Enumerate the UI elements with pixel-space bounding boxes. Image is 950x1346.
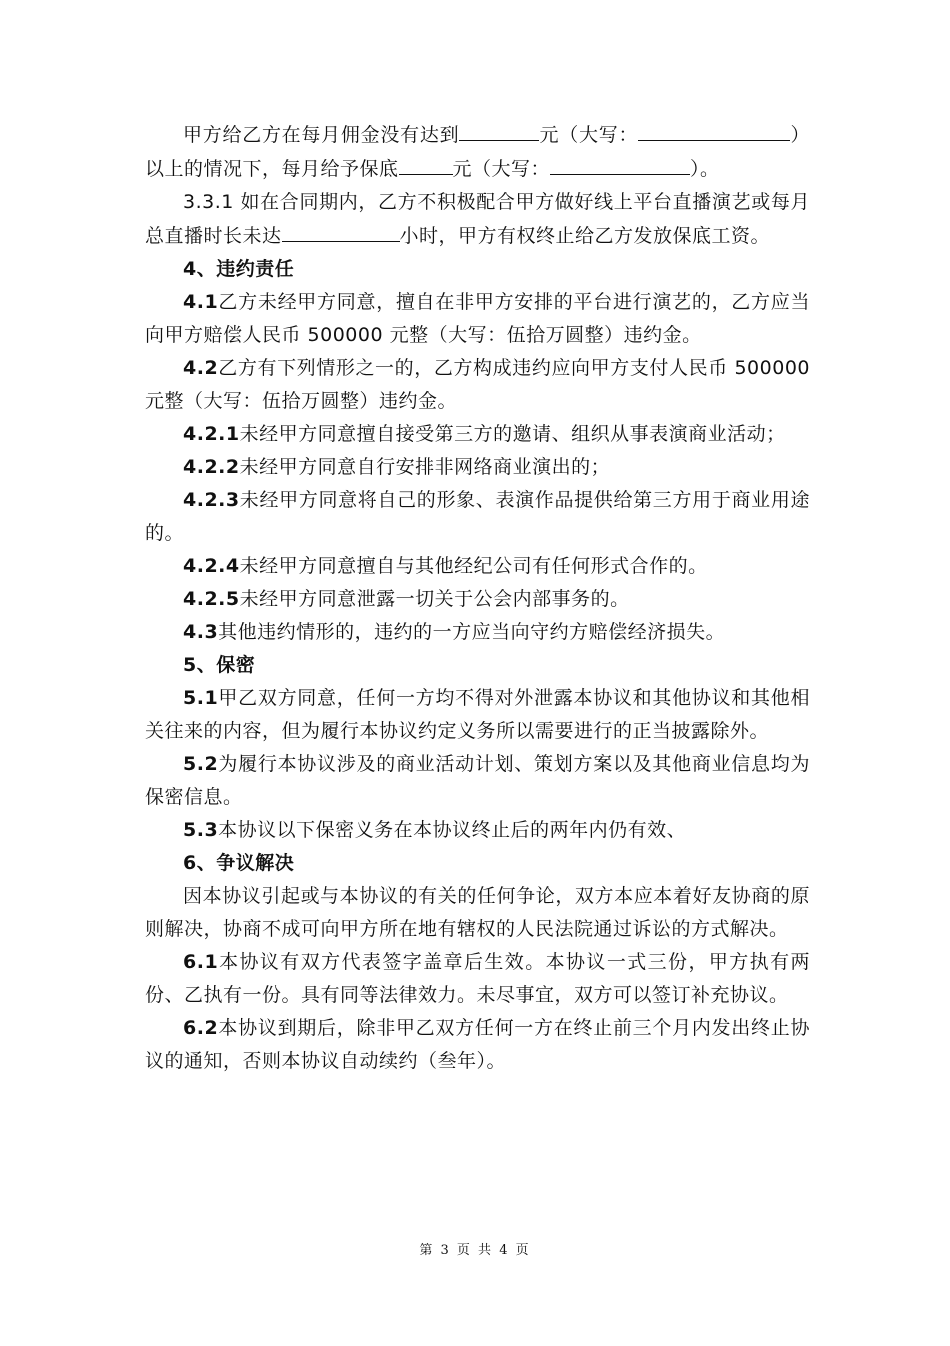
blank-guarantee-uppercase <box>550 152 690 175</box>
paragraph-5-1: 5.1甲乙双方同意，任何一方均不得对外泄露本协议和其他协议和其他相关往来的内容，但为履行本协议约定义务所以需要进行的正当披露除外。 <box>145 687 810 742</box>
paragraph-4-2-2: 4.2.2未经甲方同意自行安排非网络商业演出的； <box>183 456 611 478</box>
paragraph-4-3: 4.3其他违约情形的，违约的一方应当向守约方赔偿经济损失。 <box>183 621 726 643</box>
page-number-footer: 第 3 页 共 4 页 <box>419 1243 531 1258</box>
paragraph-3-3-1: 3.3.1 如在合同期内，乙方不积极配合甲方做好线上平台直播演艺或每月总直播时长未达 小时，甲方有权终止给乙方发放保底工资。 <box>145 191 810 247</box>
blank-commission-uppercase <box>638 118 790 141</box>
paragraph-minimum-commission: 甲方给乙方在每月佣金没有达到 元（大写： ）以上的情况下，每月给予保底 元（大写： ）。 <box>145 118 810 186</box>
paragraph-4-2: 4.2乙方有下列情形之一的，乙方构成违约应向甲方支付人民币 500000 元整（大写：伍拾万圆整）违约金。 <box>145 357 810 412</box>
paragraph-4-1: 4.1乙方未经甲方同意，擅自在非甲方安排的平台进行演艺的，乙方应当向甲方赔偿人民币 500000 元整（大写：伍拾万圆整）违约金。 <box>145 291 810 346</box>
blank-guarantee-amount <box>399 152 453 175</box>
paragraph-6-intro: 因本协议引起或与本协议的有关的任何争论，双方本应本着好友协商的原则解决，协商不成可向甲方所在地有辖权的人民法院通过诉讼的方式解决。 <box>145 885 810 940</box>
paragraph-5-3: 5.3本协议以下保密义务在本协议终止后的两年内仍有效、 <box>183 819 687 841</box>
heading-breach-liability: 4、违约责任 <box>183 258 295 280</box>
paragraph-4-2-3: 4.2.3未经甲方同意将自己的形象、表演作品提供给第三方用于商业用途的。 <box>145 489 810 544</box>
paragraph-4-2-4: 4.2.4未经甲方同意擅自与其他经纪公司有任何形式合作的。 <box>183 555 708 577</box>
document-body <box>145 118 810 1078</box>
heading-confidentiality: 5、保密 <box>183 654 256 676</box>
heading-dispute-resolution: 6、争议解决 <box>183 852 295 874</box>
paragraph-6-1: 6.1本协议有双方代表签字盖章后生效。本协议一式三份，甲方执有两份、乙执有一份。具有同等法律效力。未尽事宜，双方可以签订补充协议。 <box>145 951 810 1006</box>
paragraph-4-2-1: 4.2.1未经甲方同意擅自接受第三方的邀请、组织从事表演商业活动； <box>183 423 786 445</box>
blank-commission-amount <box>459 118 539 141</box>
paragraph-5-2: 5.2为履行本协议涉及的商业活动计划、策划方案以及其他商业信息均为保密信息。 <box>145 753 810 808</box>
paragraph-6-2: 6.2本协议到期后，除非甲乙双方任何一方在终止前三个月内发出终止协议的通知，否则本协议自动续约（叁年）。 <box>145 1017 810 1072</box>
blank-live-hours <box>282 219 400 242</box>
paragraph-4-2-5: 4.2.5未经甲方同意泄露一切关于公会内部事务的。 <box>183 588 630 610</box>
